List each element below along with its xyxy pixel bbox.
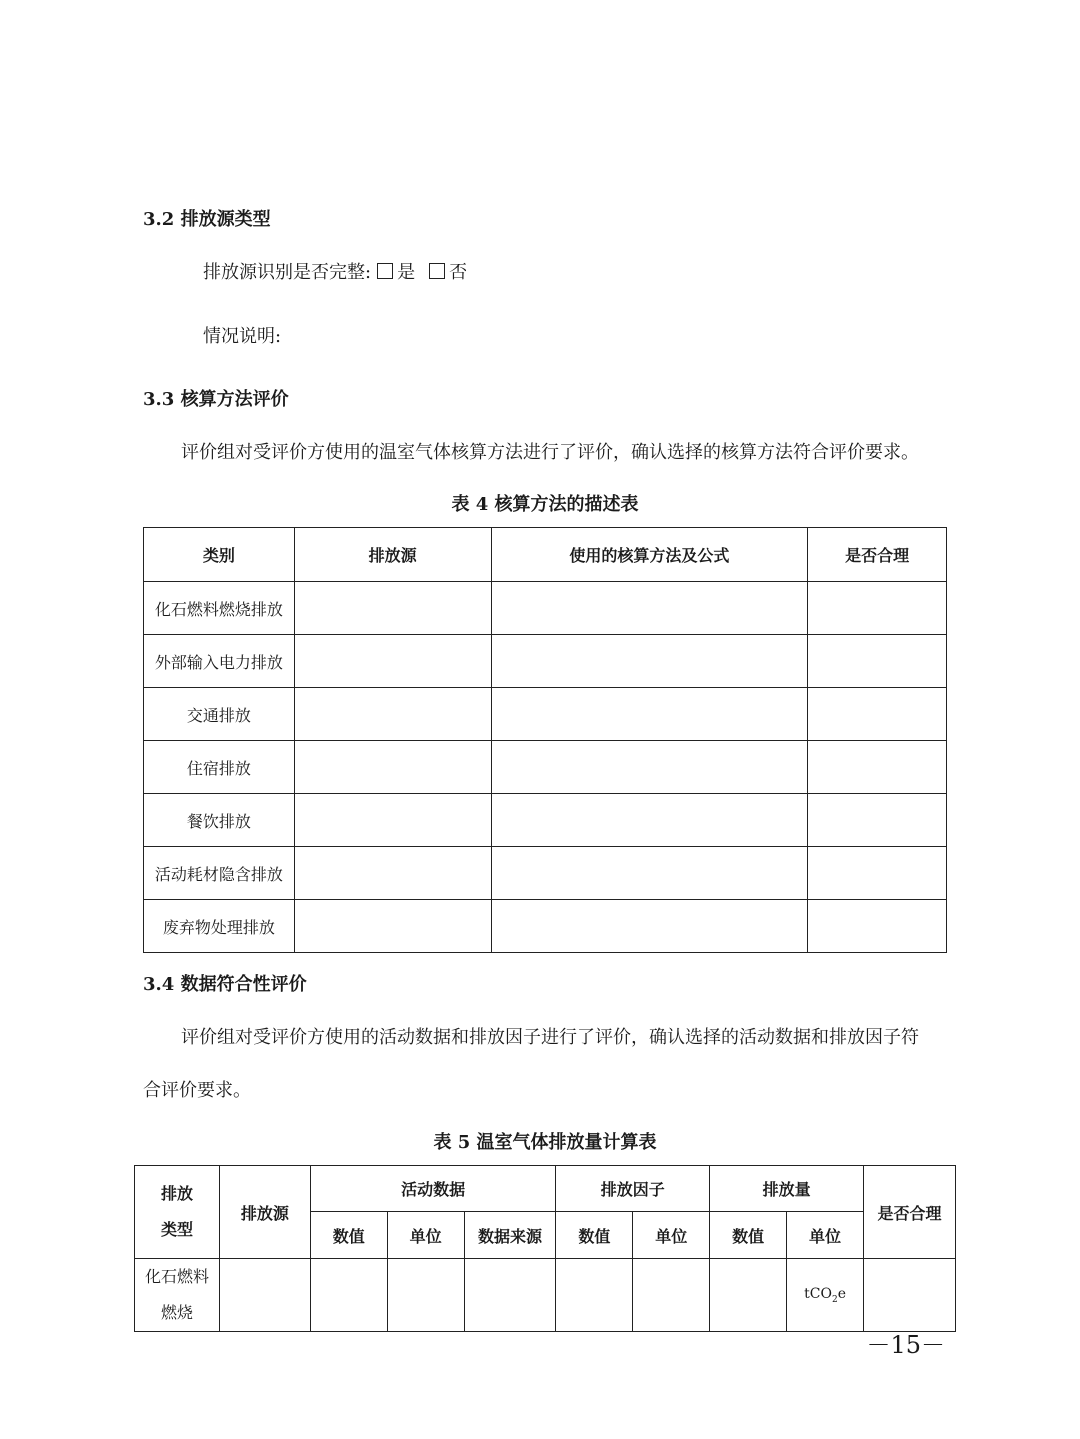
cell-source[interactable]: [294, 847, 491, 900]
row-category: 化石燃料燃烧排放: [144, 582, 295, 635]
table-row: [144, 847, 947, 900]
header-activity-data: 活动数据: [310, 1166, 556, 1212]
section-3-4-heading: 3.4 数据符合性评价: [143, 974, 307, 995]
cell-source[interactable]: [219, 1259, 310, 1332]
row-category: 活动耗材隐含排放: [144, 847, 295, 900]
cell-source[interactable]: [294, 900, 491, 953]
cell-reasonable[interactable]: [808, 635, 947, 688]
sub-factor-value: 数值: [556, 1212, 633, 1259]
header-emission-amount: 排放量: [710, 1166, 864, 1212]
cell-emission-unit: [787, 1259, 864, 1332]
sub-emission-unit: 单位: [787, 1212, 864, 1259]
header-source: 排放源: [219, 1166, 310, 1259]
completeness-label: 排放源识别是否完整:: [203, 262, 372, 283]
emission-calculation-table: [134, 1165, 956, 1332]
cell-method[interactable]: [491, 900, 808, 953]
page-number: －15－: [866, 1331, 945, 1359]
table-header-row: [144, 528, 947, 582]
header-reasonable: 是否合理: [864, 1166, 956, 1259]
cell-source[interactable]: [294, 635, 491, 688]
sub-activity-unit: 单位: [387, 1212, 464, 1259]
row-category: 交通排放: [144, 688, 295, 741]
cell-emission-value[interactable]: [710, 1259, 787, 1332]
sub-factor-unit: 单位: [633, 1212, 710, 1259]
yes-checkbox[interactable]: [377, 263, 393, 279]
cell-method[interactable]: [491, 847, 808, 900]
cell-reasonable[interactable]: [808, 582, 947, 635]
section-3-4-paragraph-line1: 评价组对受评价方使用的活动数据和排放因子进行了评价，确认选择的活动数据和排放因子符: [181, 1027, 919, 1048]
table-row: [144, 635, 947, 688]
cell-source[interactable]: [294, 794, 491, 847]
cell-factor-value[interactable]: [556, 1259, 633, 1332]
cell-reasonable[interactable]: [808, 741, 947, 794]
row-category: 废弃物处理排放: [144, 900, 295, 953]
cell-reasonable[interactable]: [808, 794, 947, 847]
sub-activity-value: 数值: [310, 1212, 387, 1259]
cell-source[interactable]: [294, 741, 491, 794]
table-row: [144, 688, 947, 741]
cell-source[interactable]: [294, 582, 491, 635]
cell-method[interactable]: [491, 741, 808, 794]
sub-emission-value: 数值: [710, 1212, 787, 1259]
cell-factor-unit[interactable]: [633, 1259, 710, 1332]
cell-method[interactable]: [491, 582, 808, 635]
table-row: [144, 582, 947, 635]
table-row: [144, 741, 947, 794]
cell-activity-unit[interactable]: [387, 1259, 464, 1332]
cell-method[interactable]: [491, 688, 808, 741]
section-3-3-heading: 3.3 核算方法评价: [143, 389, 289, 410]
cell-activity-source[interactable]: [464, 1259, 556, 1332]
header-source: 排放源: [294, 528, 491, 582]
completeness-line: [203, 258, 467, 284]
row-emission-type: [135, 1259, 220, 1332]
table-row: [144, 900, 947, 953]
header-method: 使用的核算方法及公式: [491, 528, 808, 582]
row-category: 餐饮排放: [144, 794, 295, 847]
header-type-line1: 排放: [160, 1184, 193, 1203]
row-type-line1: 化石燃料: [144, 1267, 209, 1286]
section-3-3-paragraph: 评价组对受评价方使用的温室气体核算方法进行了评价，确认选择的核算方法符合评价要求。: [181, 442, 919, 463]
header-type-line2: 类型: [160, 1220, 193, 1239]
section-3-4-paragraph-line2: 合评价要求。: [143, 1080, 251, 1101]
table5-caption: 表 5 温室气体排放量计算表: [433, 1132, 657, 1153]
cell-reasonable[interactable]: [808, 900, 947, 953]
row-category: 外部输入电力排放: [144, 635, 295, 688]
header-reasonable: 是否合理: [808, 528, 947, 582]
no-checkbox[interactable]: [429, 263, 445, 279]
cell-method[interactable]: [491, 794, 808, 847]
table-row: [144, 794, 947, 847]
header-category: 类别: [144, 528, 295, 582]
yes-label: 是: [397, 262, 416, 283]
unit-end: e: [837, 1285, 846, 1302]
header-emission-factor: 排放因子: [556, 1166, 710, 1212]
cell-method[interactable]: [491, 635, 808, 688]
sub-activity-source: 数据来源: [464, 1212, 556, 1259]
unit-subscript: 2: [831, 1294, 838, 1305]
table-header-row: [135, 1166, 956, 1212]
cell-source[interactable]: [294, 688, 491, 741]
table4-caption: 表 4 核算方法的描述表: [451, 494, 639, 515]
no-label: 否: [449, 262, 468, 283]
table-row: [135, 1259, 956, 1332]
note-label: 情况说明:: [203, 326, 282, 347]
cell-reasonable[interactable]: [808, 847, 947, 900]
row-category: 住宿排放: [144, 741, 295, 794]
header-emission-type: [135, 1166, 220, 1259]
unit-main: tCO: [804, 1285, 832, 1302]
cell-reasonable[interactable]: [864, 1259, 956, 1332]
method-description-table: [143, 527, 947, 953]
cell-activity-value[interactable]: [310, 1259, 387, 1332]
row-type-line2: 燃烧: [160, 1303, 193, 1322]
section-3-2-heading: 3.2 排放源类型: [143, 209, 271, 230]
cell-reasonable[interactable]: [808, 688, 947, 741]
